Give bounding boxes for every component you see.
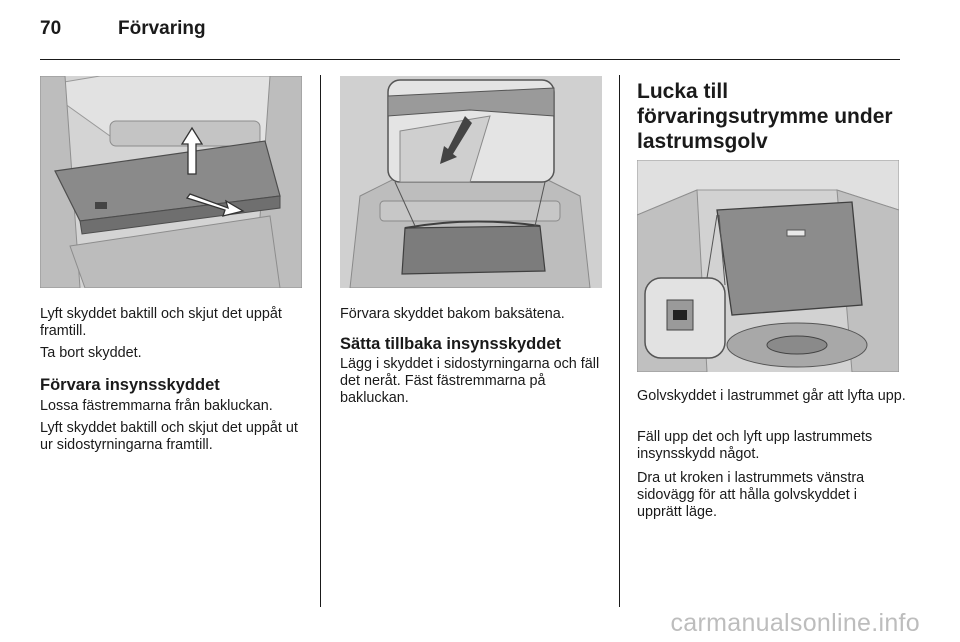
paragraph-release-straps: Lossa fästremmarna från bakluckan. [40, 398, 273, 414]
heading-reinstall-cover: Sätta tillbaka insynsskyddet [340, 335, 562, 353]
page-number: 70 [40, 18, 62, 39]
column-divider-2 [619, 75, 620, 607]
heading-line-2: förvaringsutrymme under [637, 105, 893, 128]
figure-store-behind-seats [340, 76, 602, 288]
paragraph-reinstall-cover: Lägg i skyddet i sidostyrningarna och fäll det neråt. Fäst fästremmarna på bakluckan. [340, 356, 600, 406]
header-rule [40, 59, 900, 60]
figure-floor-cover-raised [637, 160, 899, 372]
figure-cargo-cover-remove [40, 76, 302, 288]
caption-figure-1: Lyft skyddet baktill och skjut det uppåt framtill. [40, 306, 282, 339]
heading-store-cover: Förvara insynsskyddet [40, 376, 220, 394]
paragraph-floor-lift: Golvskyddet i lastrummet går att lyfta upp. [637, 388, 906, 404]
cargo-cover-illustration [40, 76, 302, 288]
heading-line-1: Lucka till [637, 80, 729, 103]
section-title: Förvaring [118, 18, 206, 39]
floor-cover-illustration [637, 160, 899, 372]
watermark: carmanualsonline.info [670, 609, 920, 637]
heading-line-3: lastrumsgolv [637, 130, 768, 153]
column-divider-1 [320, 75, 321, 607]
paragraph-fold-up: Fäll upp det och lyft upp lastrummets insynsskydd något. [637, 429, 873, 462]
store-cover-illustration [340, 76, 602, 288]
paragraph-remove-cover: Ta bort skyddet. [40, 345, 142, 361]
caption-figure-2: Förvara skyddet bakom baksätena. [340, 306, 565, 322]
heading-storage-under-floor [637, 79, 907, 154]
paragraph-lift-cover-out: Lyft skyddet baktill och skjut det uppåt ut ur sidostyrningarna framtill. [40, 420, 298, 453]
paragraph-pull-hook: Dra ut kroken i lastrummets vänstra sidovägg för att hålla golvskyddet i upprätt läge. [637, 470, 865, 520]
